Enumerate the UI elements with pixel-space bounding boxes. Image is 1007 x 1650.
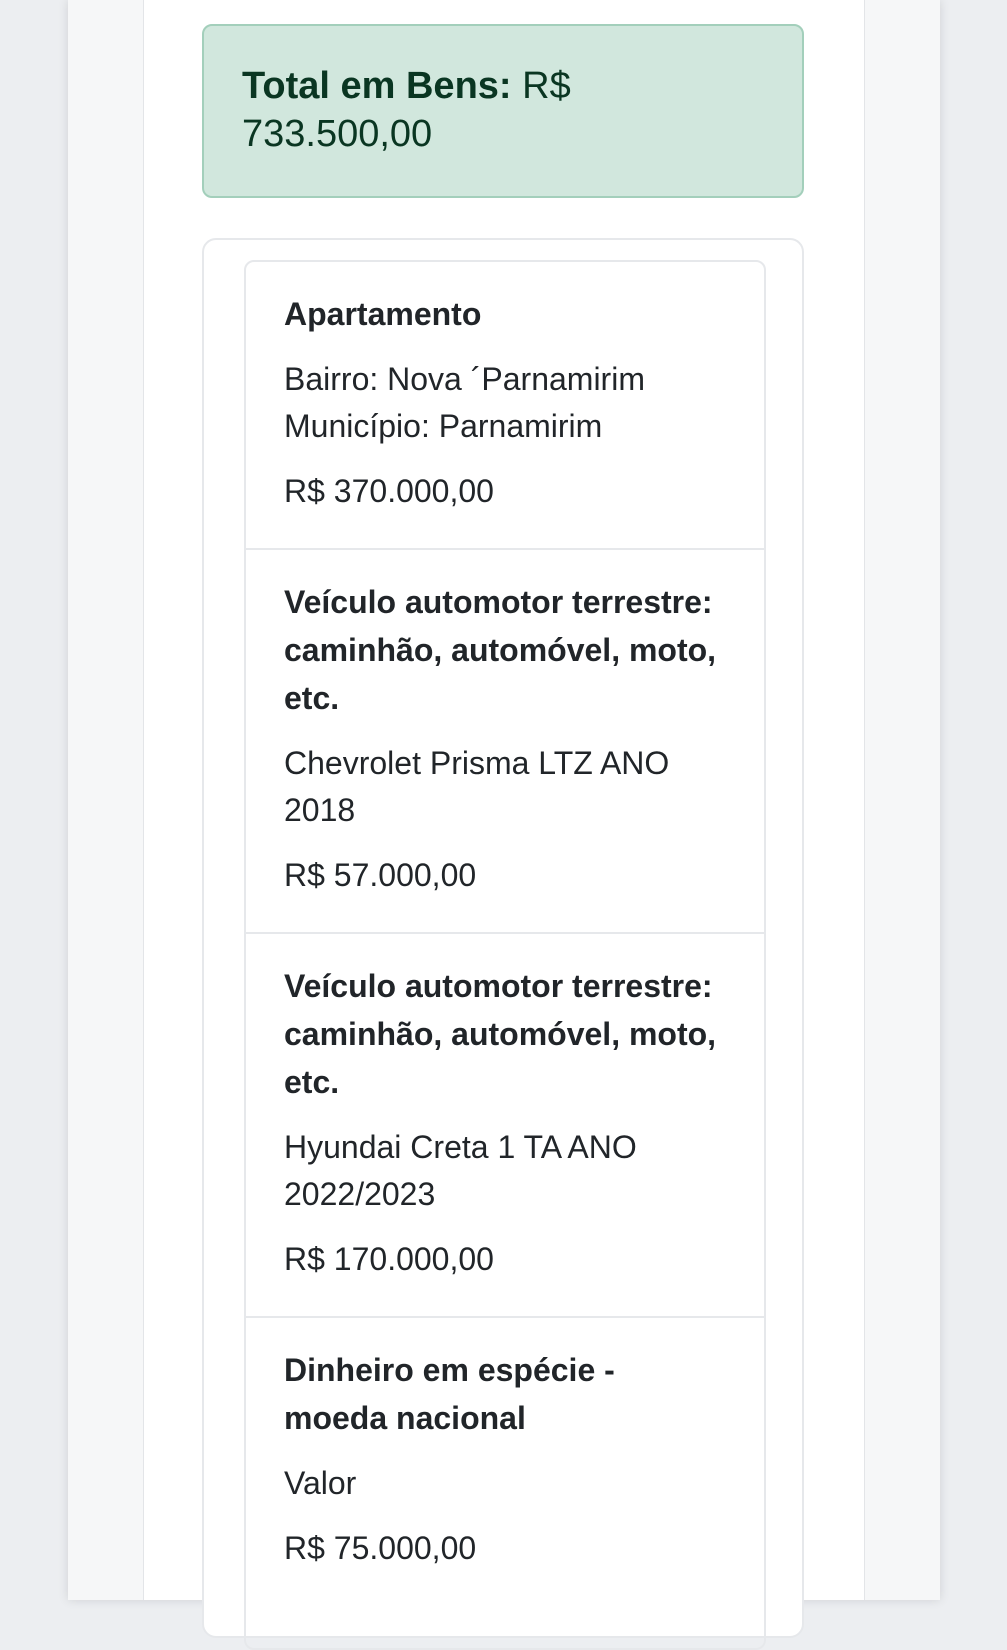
asset-description-line: Chevrolet Prisma LTZ ANO 2018: [284, 745, 670, 828]
asset-description-line: Bairro: Nova ´Parnamirim: [284, 361, 645, 397]
total-assets-label: Total em Bens:: [242, 65, 512, 107]
asset-description-line: Município: Parnamirim: [284, 408, 603, 444]
asset-description-line: Valor: [284, 1465, 357, 1501]
asset-description: [284, 1124, 726, 1218]
list-item: [246, 262, 764, 550]
asset-value: R$ 57.000,00: [284, 857, 477, 893]
asset-value: R$ 75.000,00: [284, 1530, 477, 1566]
total-assets-value: R$ 733.500,00: [242, 65, 571, 155]
asset-description-line: Hyundai Creta 1 TA ANO 2022/2023: [284, 1129, 637, 1212]
asset-value: R$ 370.000,00: [284, 473, 494, 509]
asset-description: [284, 740, 726, 834]
asset-title: Apartamento: [284, 296, 482, 332]
list-item: [246, 550, 764, 934]
list-item: [246, 1318, 764, 1648]
asset-title: Veículo automotor terrestre: caminhão, automóvel, moto, etc.: [284, 968, 717, 1100]
assets-list: [244, 260, 766, 1650]
asset-description: [284, 1460, 726, 1507]
list-item: [246, 934, 764, 1318]
assets-card: [202, 238, 804, 1638]
asset-title: Veículo automotor terrestre: caminhão, automóvel, moto, etc.: [284, 584, 717, 716]
total-assets-alert: [202, 24, 804, 198]
asset-description: [284, 356, 726, 450]
asset-value: R$ 170.000,00: [284, 1241, 494, 1277]
asset-title: Dinheiro em espécie - moeda nacional: [284, 1352, 615, 1436]
